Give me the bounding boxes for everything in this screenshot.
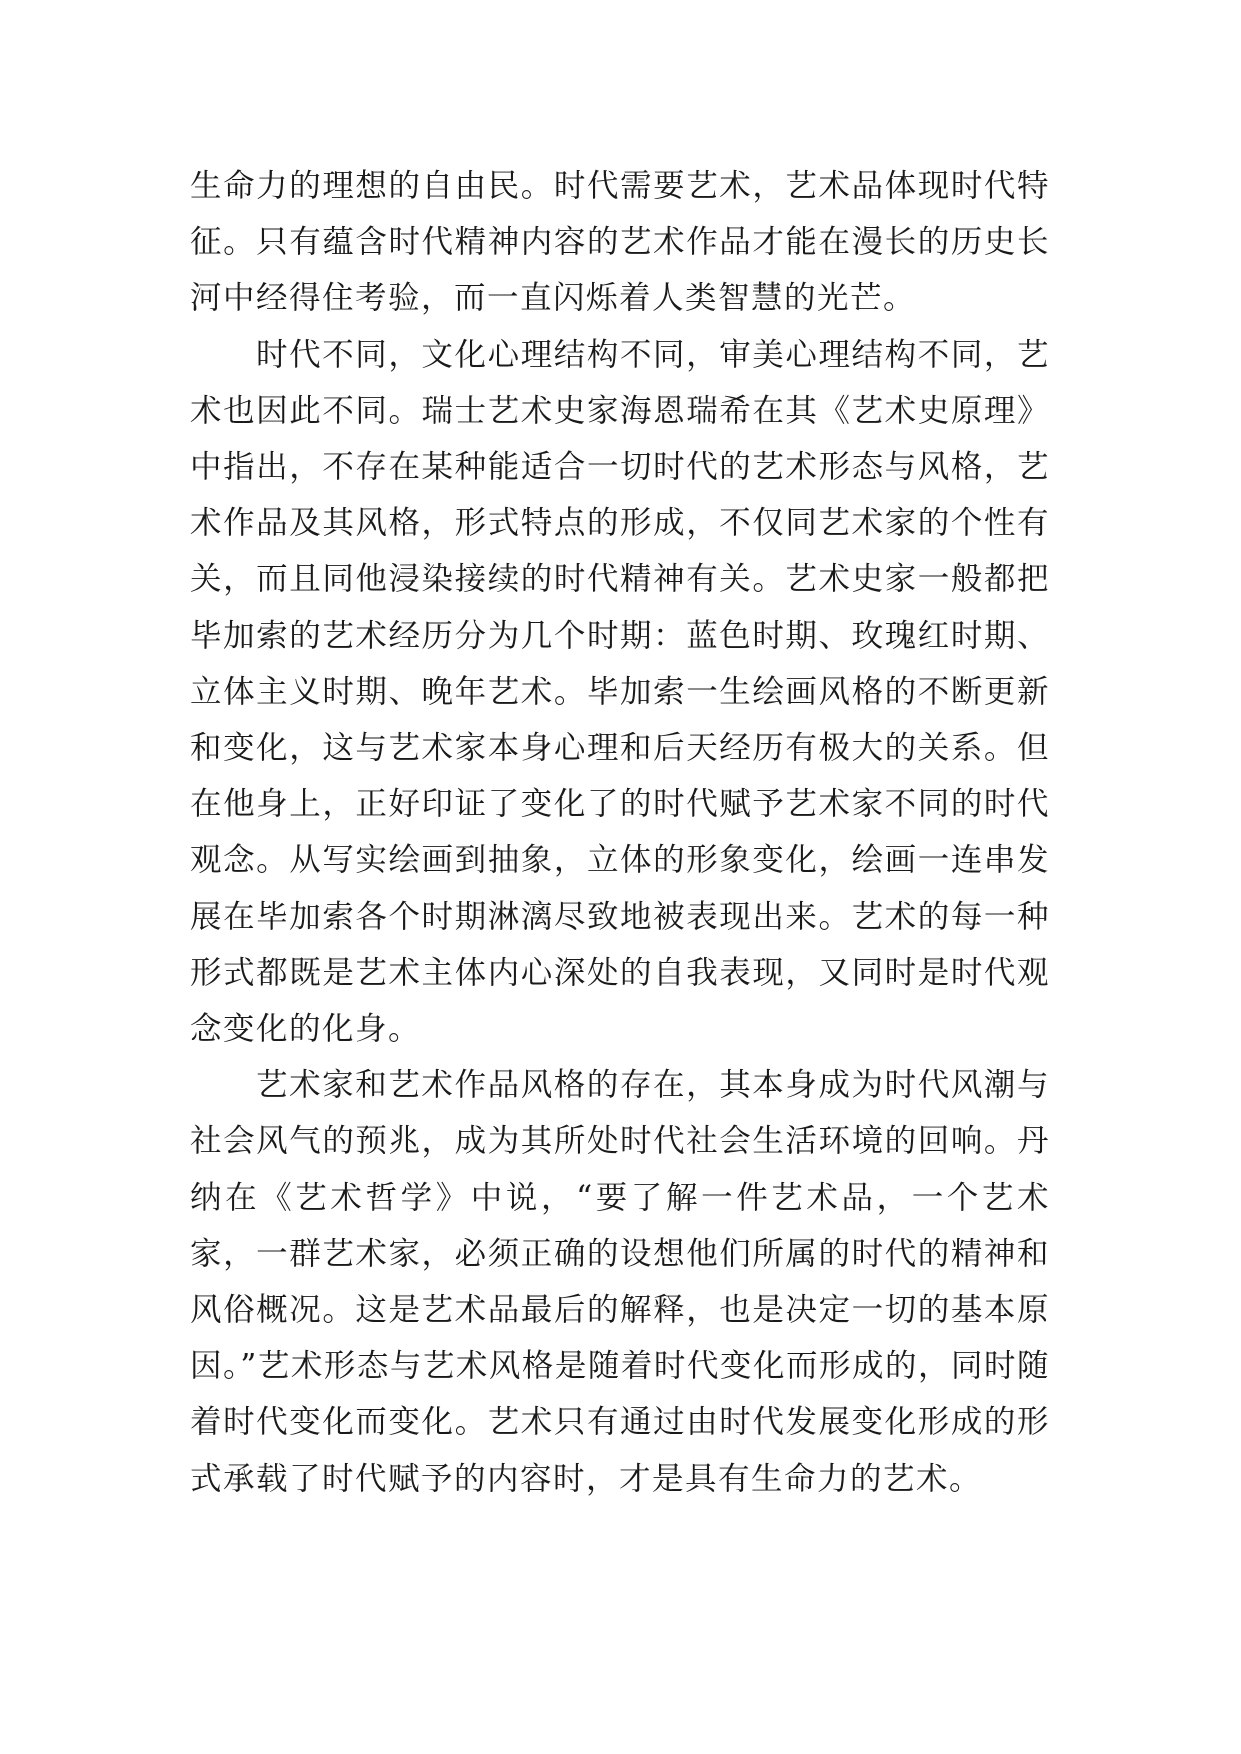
paragraph-artist-style: 艺术家和艺术作品风格的存在，其本身成为时代风潮与社会风气的预兆，成为其所处时代社会生活环境的回响。丹纳在《艺术哲学》中说，“要了解一件艺术品，一个艺术家，一群艺术家，必须正确的设想他们所属的时代的精神和风俗概况。这是艺术品最后的解释，也是决定一切的基本原因。”艺术形态与艺术风格是随着时代变化而形成的，同时随着时代变化而变化。艺术只有通过由时代发展变化形成的形式承载了时代赋予的内容时，才是具有生命力的艺术。: [190, 1067, 1050, 1497]
paragraph-era-and-art: 时代不同，文化心理结构不同，审美心理结构不同，艺术也因此不同。瑞士艺术史家海恩瑞希在其《艺术史原理》中指出，不存在某种能适合一切时代的艺术形态与风格，艺术作品及其风格，形式特点的形成，不仅同艺术家的个性有关，而且同他浸染接续的时代精神有关。艺术史家一般都把毕加索的艺术经历分为几个时期：蓝色时期、玫瑰红时期、立体主义时期、晚年艺术。毕加索一生绘画风格的不断更新和变化，这与艺术家本身心理和后天经历有极大的关系。但在他身上，正好印证了变化了的时代赋予艺术家不同的时代观念。从写实绘画到抽象，立体的形象变化，绘画一连串发展在毕加索各个时期淋漓尽致地被表现出来。艺术的每一种形式都既是艺术主体内心深处的自我表现，又同时是时代观念变化的化身。: [190, 336, 1050, 1048]
paragraph-continued: 生命力的理想的自由民。时代需要艺术，艺术品体现时代特征。只有蕴含时代精神内容的艺术作品才能在漫长的历史长河中经得住考验，而一直闪烁着人类智慧的光芒。: [190, 168, 1050, 317]
body-text: [190, 158, 1050, 1507]
